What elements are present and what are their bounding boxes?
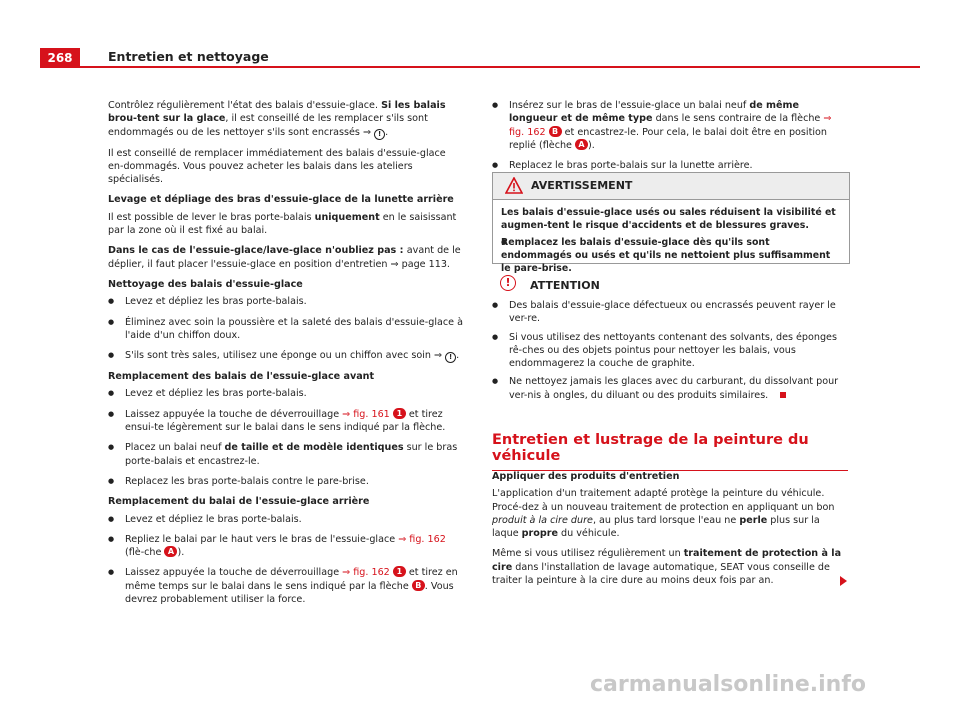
text: .: [456, 350, 460, 362]
section-title: Entretien et lustrage de la peinture du véhicule: [492, 432, 848, 471]
text: , au plus tard lorsque l'eau ne: [592, 514, 740, 526]
attention-circle-icon: !: [500, 275, 516, 291]
text: Insérez sur le bras de l'essuie-glace un balai neuf: [509, 100, 750, 111]
text: Ne nettoyez jamais les glaces avec du carburant, du dissolvant pour ver-nis à ongles, du diluant ou des produits similaires.: [509, 376, 839, 401]
page-header: [40, 40, 920, 66]
text: plus sur la laque: [492, 514, 820, 540]
warning-header: [493, 173, 849, 200]
right-column-lower: [492, 470, 848, 594]
warning-title: AVERTISSEMENT: [531, 179, 633, 192]
subheading: Levage et dépliage des bras d'essuie-glace de la lunette arrière: [108, 194, 454, 206]
text: Même si vous utilisez régulièrement un: [492, 548, 684, 560]
text: dans le sens contraire de la flèche: [652, 113, 824, 125]
callout-key: 1: [393, 566, 406, 577]
list-item: [492, 99, 848, 152]
section-end-marker: [780, 392, 786, 398]
figure-link[interactable]: ⇒ fig. 161: [342, 408, 390, 420]
text: .: [385, 126, 389, 138]
text: avant de le déplier, il faut placer l'essuie-glace en position d'entretien ⇒ page 113.: [108, 245, 461, 270]
text: ).: [177, 547, 185, 559]
text: , il est conseillé de les remplacer s'ils sont endommagés ou de les nettoyer s'ils sont encrassés ⇒: [108, 113, 428, 138]
text: L'application d'un traitement adapté protège la peinture du véhicule. Procé-dez à un nouveau traitement de protection en appliquant un bon: [492, 488, 835, 513]
text: en le saisissant par la zone où il est fixé au balai.: [108, 211, 457, 237]
text: et encastrez-le. Pour cela, le balai doit être en position replié (flèche: [509, 126, 827, 151]
text: ).: [588, 139, 595, 151]
subheading: Remplacement des balais de l'essuie-glace avant: [108, 371, 375, 383]
callout-key: B: [549, 126, 562, 137]
text: . Vous devrez probablement utiliser la force.: [125, 580, 454, 606]
text-bold: propre: [521, 528, 558, 540]
warning-text: Les balais d'essuie-glace usés ou sales réduisent la visibilité et augmen-tent le risque d'accidents et de blessures graves.: [501, 207, 836, 231]
paragraph: [108, 99, 464, 140]
list-item: ● Des balais d'essuie-glace défectueux ou encrassés peuvent rayer le ver-re.: [492, 299, 848, 326]
text: et tirez ensui-te légèrement sur le balai dans le sens indiqué par la flèche.: [125, 408, 446, 434]
text-bold: de même longueur et de même type: [509, 100, 800, 125]
text: Repliez le balai par le haut vers le bras de l'essuie-glace: [125, 533, 399, 545]
list-item: ● Levez et dépliez les bras porte-balais.: [108, 295, 464, 308]
figure-link[interactable]: ⇒ fig. 162: [509, 113, 832, 138]
paragraph: [108, 211, 464, 238]
left-column: [108, 99, 464, 613]
right-column: [492, 99, 848, 179]
text-bold: de taille et de modèle identiques: [224, 442, 404, 454]
figure-link[interactable]: ⇒ fig. 162: [398, 533, 446, 545]
list-item: [108, 408, 464, 435]
text-bold: Si les balais brou-tent sur la glace: [108, 100, 446, 125]
text: Contrôlez régulièrement l'état des balais d'essuie-glace.: [108, 100, 382, 111]
attention-title: ATTENTION: [530, 279, 600, 292]
text-bold: uniquement: [314, 211, 380, 223]
attention-header: [492, 275, 848, 299]
paragraph: [108, 244, 464, 271]
list-item: [108, 349, 464, 363]
list-item: [492, 375, 848, 402]
text-bold: perle: [739, 514, 768, 526]
figure-link[interactable]: ⇒ fig. 162: [342, 567, 390, 579]
paragraph: [492, 487, 848, 540]
paragraph: Il est conseillé de remplacer immédiatement des balais d'essuie-glace en-dommagés. Vous pouvez acheter les balais dans les ateliers spécialisés.: [108, 147, 446, 186]
callout-key: A: [164, 546, 177, 557]
page-number: 268: [40, 48, 80, 68]
text: Placez un balai neuf: [125, 442, 225, 454]
subheading: Nettoyage des balais d'essuie-glace: [108, 278, 303, 290]
list-item: ● Levez et dépliez le bras porte-balais.: [108, 513, 464, 526]
list-item: ● Replacez les bras porte-balais contre le pare-brise.: [108, 475, 464, 488]
warning-body: [493, 200, 849, 275]
callout-key: B: [412, 580, 425, 591]
info-circle-icon: !: [445, 352, 456, 363]
text-bold: Dans le cas de l'essuie-glace/lave-glace n'oubliez pas :: [108, 245, 407, 257]
list-item: ● Éliminez avec soin la poussière et la saleté des balais d'essuie-glace à l'aide d'un chiffon doux.: [108, 316, 464, 343]
warning-item: ● Remplacez les balais d'essuie-glace dès qu'ils sont endommagés ou usés et qu'ils ne nettoient plus suffisamment le pare-brise.: [501, 236, 841, 275]
subheading: Appliquer des produits d'entretien: [492, 471, 680, 482]
list-item: [108, 533, 464, 560]
callout-key: 1: [393, 408, 406, 419]
text: Laissez appuyée la touche de déverrouillage: [125, 408, 343, 420]
warning-box: [492, 172, 850, 274]
continue-arrow-icon: [840, 576, 847, 586]
text: Il est possible de lever le bras porte-balais: [108, 211, 315, 223]
list-item: ● Levez et dépliez les bras porte-balais.: [108, 387, 464, 400]
paragraph: [492, 547, 848, 587]
info-circle-icon: !: [374, 129, 385, 140]
attention-section: [492, 275, 848, 407]
list-item: ● Replacez le bras porte-balais sur la lunette arrière.: [492, 159, 848, 172]
text-bold: traitement de protection à la cire: [492, 548, 842, 573]
callout-key: A: [575, 139, 588, 150]
watermark: carmanualsonline.info: [590, 672, 866, 697]
warning-triangle-icon: [505, 177, 523, 194]
text-italic: produit à la cire dure: [492, 514, 593, 526]
text: du véhicule.: [557, 528, 620, 540]
subheading: Remplacement du balai de l'essuie-glace arrière: [108, 496, 370, 508]
text: et tirez en même temps sur le balai dans le sens indiqué par la flèche: [125, 567, 458, 592]
text: Laissez appuyée la touche de déverrouillage: [125, 567, 343, 579]
list-item: [108, 566, 464, 606]
list-item: ● Si vous utilisez des nettoyants contenant des solvants, des éponges rê-ches ou des objets pointus pour nettoyer les balais, vous endommagerez la couche de graphite.: [492, 331, 848, 371]
list-item: [108, 441, 464, 468]
page-title: Entretien et nettoyage: [108, 49, 269, 64]
text: S'ils sont très sales, utilisez une éponge ou un chiffon avec soin ⇒: [125, 350, 446, 362]
header-rule: [80, 66, 920, 68]
text: dans l'installation de lavage automatique, SEAT vous conseille de traiter la peinture à la cire dure au moins deux fois par an.: [492, 561, 830, 587]
text: sur le bras porte-balais et encastrez-le.: [125, 442, 458, 467]
text: (flè-che: [125, 547, 165, 559]
